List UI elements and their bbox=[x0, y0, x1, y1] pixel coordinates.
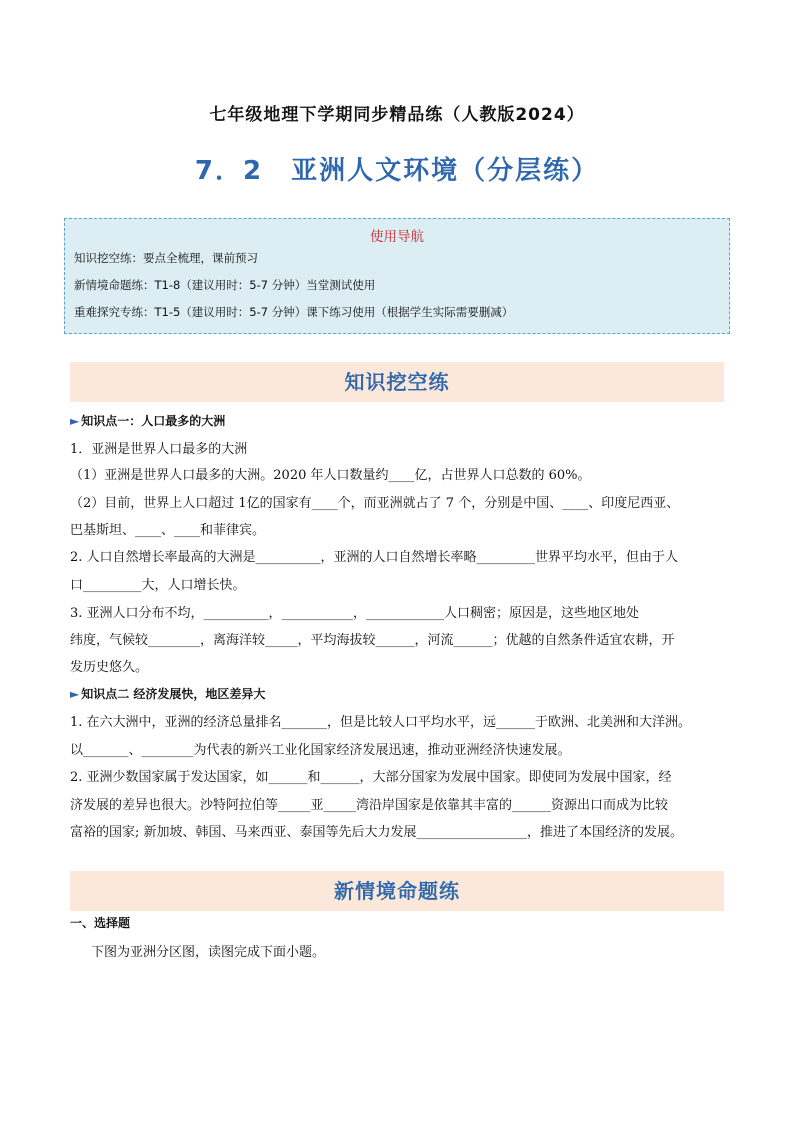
usage-navigation-box bbox=[64, 218, 730, 334]
text-line: 巴基斯坦、____、____和菲律宾。 bbox=[70, 523, 266, 538]
question-type-heading: 一、选择题 bbox=[70, 916, 131, 930]
text-line: 2. 人口自然增长率最高的大洲是__________，亚洲的人口自然增长率略_________世界平均水平，但由于人 bbox=[70, 550, 679, 565]
text-line: （1）亚洲是世界人口最多的大洲。2020 年人口数量约____亿，占世界人口总数的 60%。 bbox=[70, 468, 591, 483]
document-title: 七年级地理下学期同步精品练（人教版2024） bbox=[209, 105, 585, 125]
nav-title: 使用导航 bbox=[370, 229, 424, 245]
text-line: 发历史悠久。 bbox=[70, 660, 149, 675]
nav-line: 新情境命题练：T1-8（建议用时：5-7 分钟）当堂测试使用 bbox=[74, 278, 376, 292]
text-line: 以_______、________为代表的新兴工业化国家经济发展迅速，推动亚洲经济快速发展。 bbox=[70, 743, 571, 758]
text-line: 口_________大，人口增长快。 bbox=[70, 578, 246, 593]
text-line: （2）目前，世界上人口超过 1亿的国家有____个，而亚洲就占了 7 个，分别是中国、____、印度尼西亚、 bbox=[70, 496, 680, 511]
text-line: 1. 在六大洲中，亚洲的经济总量排名_______，但是比较人口平均水平，远______于欧洲、北美洲和大洋洲。 bbox=[70, 715, 692, 730]
text-line: 3. 亚洲人口分布不均，__________，___________，____________人口稠密；原因是，这些地区地处 bbox=[70, 606, 640, 621]
lesson-title: 7．2 亚洲人文环境（分层练） bbox=[194, 156, 600, 186]
knowledge-point-1 bbox=[70, 412, 225, 429]
text-line: 2. 亚洲少数国家属于发达国家，如______和______，大部分国家为发展中国家。即使同为发展中国家，经 bbox=[70, 770, 672, 785]
knowledge-point-label: 知识点二 经济发展快，地区差异大 bbox=[81, 687, 266, 701]
text-line: 济发展的差异也很大。沙特阿拉伯等_____亚_____湾沿岸国家是依靠其丰富的______资源出口而成为比较 bbox=[70, 798, 669, 813]
question-intro: 下图为亚洲分区图，读图完成下面小题。 bbox=[91, 945, 326, 960]
section-header-knowledge: 知识挖空练 bbox=[70, 362, 724, 402]
text-line: 纬度，气候较________，离海洋较_____，平均海拔较______，河流______；优越的自然条件适宜农耕，开 bbox=[70, 633, 675, 648]
nav-line: 知识挖空练：要点全梳理，课前预习 bbox=[74, 251, 258, 265]
section-header-new-context: 新情境命题练 bbox=[70, 871, 724, 911]
knowledge-point-label: 知识点一：人口最多的大洲 bbox=[81, 414, 226, 428]
text-line: 富裕的国家; 新加坡、韩国、马来西亚、泰国等先后大力发展_________________，推进了本国经济的发展。 bbox=[70, 825, 684, 840]
knowledge-point-2 bbox=[70, 685, 265, 702]
text-line: 1．亚洲是世界人口最多的大洲 bbox=[70, 442, 248, 457]
triangle-bullet-icon: ► bbox=[70, 687, 80, 701]
triangle-bullet-icon: ► bbox=[70, 414, 80, 428]
nav-line: 重难探究专练：T1-5（建议用时：5-7 分钟）课下练习使用（根据学生实际需要删减） bbox=[74, 305, 514, 319]
